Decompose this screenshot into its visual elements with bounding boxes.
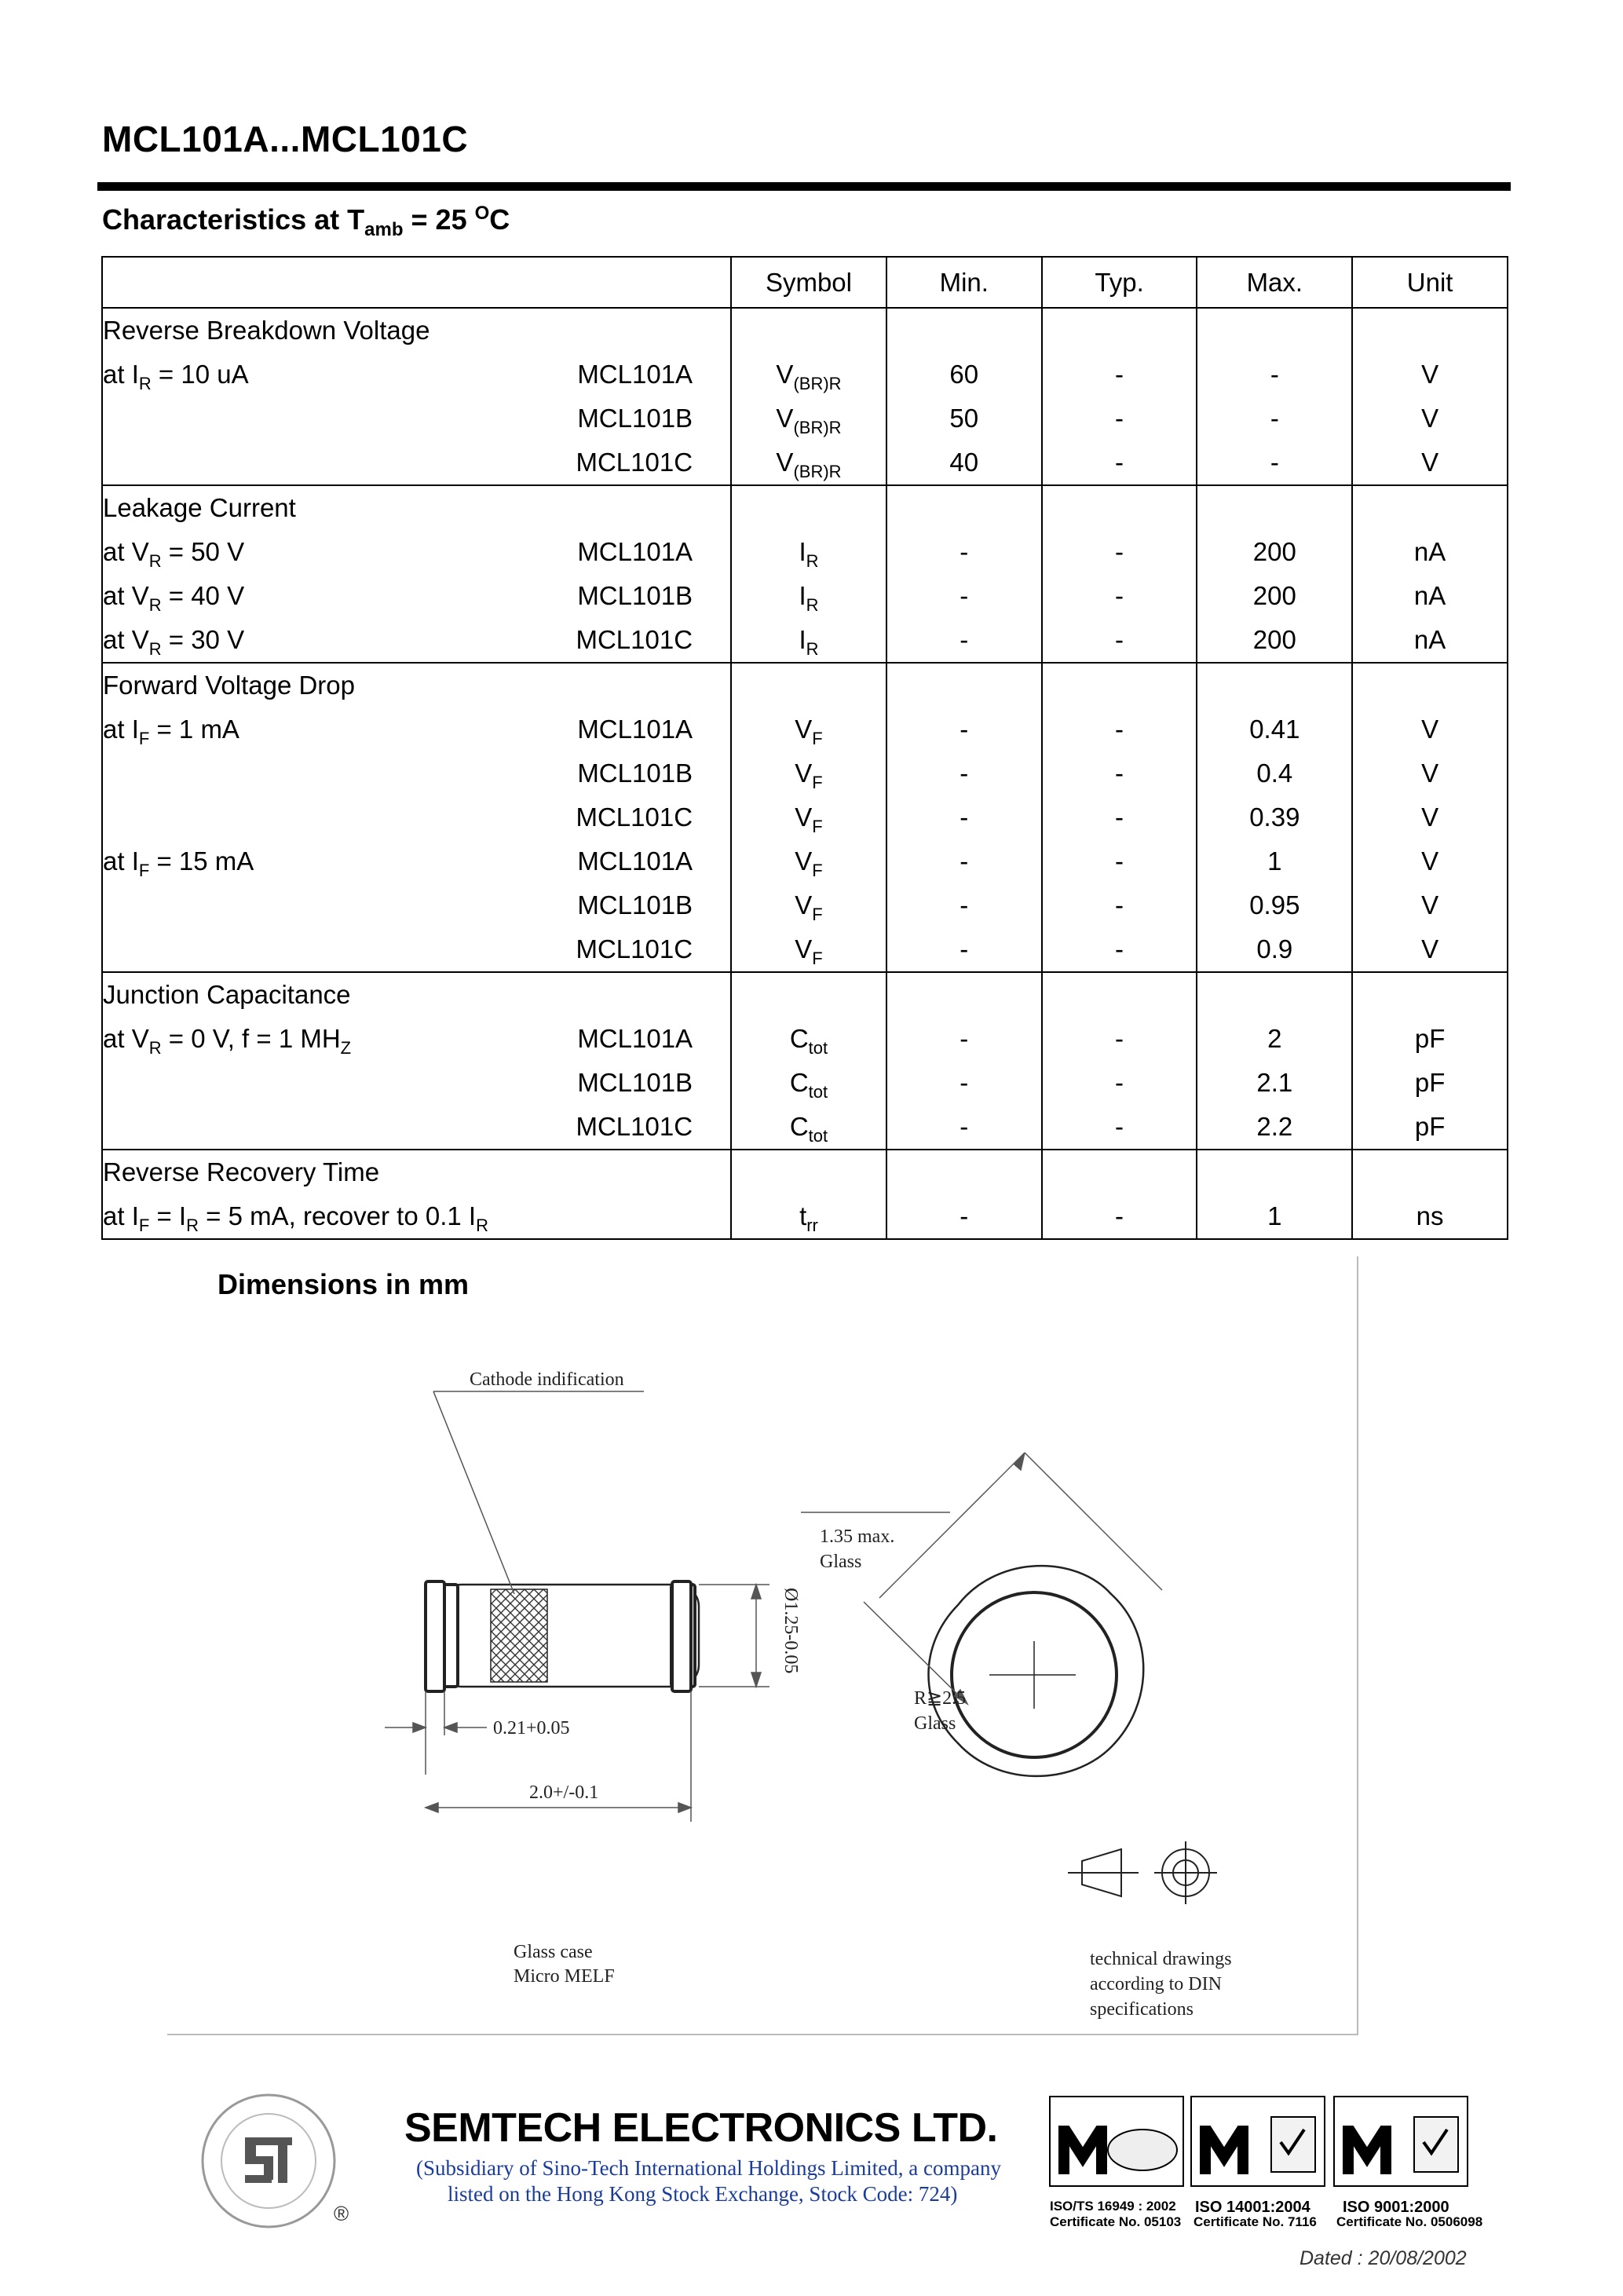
empty-cell: [1352, 1150, 1508, 1194]
condition-cell: [102, 441, 731, 485]
melf-side-view: [426, 1581, 699, 1691]
min-cell: -: [886, 927, 1042, 972]
model-name: MCL101B: [577, 890, 693, 919]
unit-cell: nA: [1352, 530, 1508, 574]
condition-text: at $V_R = 40$ V: [103, 581, 245, 615]
min-cell: -: [886, 1105, 1042, 1150]
min-cell: -: [886, 530, 1042, 574]
symbol-cell: $V_F$: [731, 927, 886, 972]
unit-cell: ns: [1352, 1194, 1508, 1239]
min-cell: -: [886, 618, 1042, 663]
typ-cell: -: [1042, 618, 1197, 663]
model-name: MCL101B: [577, 404, 693, 433]
symbol-cell: $I_R$: [731, 618, 886, 663]
dimension-drawing: [345, 1335, 1288, 2026]
empty-cell: [1042, 663, 1197, 707]
max-cell: 200: [1197, 574, 1352, 618]
empty-cell: [1042, 485, 1197, 530]
empty-cell: [886, 663, 1042, 707]
model-name: MCL101C: [576, 1112, 693, 1141]
condition-text: at $I_R = 10$ uA: [103, 360, 249, 393]
symbol-cell: $I_R$: [731, 574, 886, 618]
min-cell: -: [886, 574, 1042, 618]
condition-text: at $I_F = 15$ mA: [103, 846, 254, 880]
unit-cell: pF: [1352, 1061, 1508, 1105]
typ-cell: -: [1042, 1194, 1197, 1239]
typ-cell: -: [1042, 839, 1197, 883]
condition-cell: [102, 574, 731, 618]
table-row: [102, 707, 1508, 751]
cert-3-number: Certificate No. 0506098: [1336, 2214, 1483, 2229]
model-name: MCL101B: [577, 581, 693, 610]
subsidiary-line-2: listed on the Hong Kong Stock Exchange, Stock Code: 724): [448, 2182, 958, 2206]
min-cell: -: [886, 795, 1042, 839]
condition-cell: [102, 1194, 731, 1239]
cap-width-label: 0.21+0.05: [493, 1718, 570, 1738]
melf-end-view: [929, 1566, 1144, 1776]
glass-label-2: Glass: [914, 1713, 956, 1734]
projection-symbol-icon: [1068, 1841, 1217, 1904]
cert-2-number: Certificate No. 7116: [1193, 2214, 1317, 2229]
cert-2-standard: ISO 14001:2004: [1195, 2199, 1310, 2216]
empty-cell: [886, 485, 1042, 530]
parameter-name: Forward Voltage Drop: [102, 663, 731, 707]
unit-cell: V: [1352, 927, 1508, 972]
empty-cell: [886, 308, 1042, 353]
model-name: MCL101A: [577, 360, 693, 389]
registered-mark: ®: [334, 2202, 349, 2225]
cathode-label: Cathode indification: [470, 1369, 624, 1390]
radius-label: R≧2.5: [914, 1688, 967, 1709]
characteristics-table: [101, 256, 1508, 1240]
dimensions-title: Dimensions in mm: [217, 1268, 470, 1300]
unit-cell: nA: [1352, 618, 1508, 663]
model-name: MCL101C: [576, 448, 693, 477]
model-name: MCL101A: [577, 715, 693, 744]
title-rule: [97, 182, 1511, 191]
table-row: [102, 1061, 1508, 1105]
condition-cell: [102, 795, 731, 839]
empty-cell: [886, 972, 1042, 1017]
parameter-name: Reverse Recovery Time: [102, 1150, 731, 1194]
header-blank: [102, 257, 731, 308]
empty-cell: [1352, 308, 1508, 353]
symbol-cell: $C_{tot}$: [731, 1061, 886, 1105]
symbol-cell: $V_F$: [731, 751, 886, 795]
empty-cell: [1197, 972, 1352, 1017]
column-header: Max.: [1197, 257, 1352, 308]
table-row: [102, 883, 1508, 927]
table-row: [102, 574, 1508, 618]
unit-cell: V: [1352, 795, 1508, 839]
typ-cell: -: [1042, 441, 1197, 485]
table-header-row: [102, 257, 1508, 308]
empty-cell: [886, 1150, 1042, 1194]
parameter-row: [102, 663, 1508, 707]
max-cell: 1: [1197, 1194, 1352, 1239]
model-name: MCL101C: [576, 625, 693, 654]
empty-cell: [1352, 485, 1508, 530]
condition-cell: [102, 751, 731, 795]
condition-cell: [102, 530, 731, 574]
table-row: [102, 751, 1508, 795]
typ-cell: -: [1042, 795, 1197, 839]
unit-cell: V: [1352, 397, 1508, 441]
symbol-cell: $t_{rr}$: [731, 1194, 886, 1239]
unit-cell: V: [1352, 883, 1508, 927]
table-row: [102, 397, 1508, 441]
glass-label-1: Glass: [820, 1552, 862, 1572]
cert-1-standard: ISO/TS 16949 : 2002: [1050, 2199, 1176, 2214]
subsidiary-line-1: (Subsidiary of Sino-Tech International Holdings Limited, a company: [416, 2156, 1001, 2180]
max-cell: 200: [1197, 530, 1352, 574]
condition-cell: [102, 618, 731, 663]
typ-cell: -: [1042, 707, 1197, 751]
min-cell: -: [886, 751, 1042, 795]
max-cell: -: [1197, 353, 1352, 397]
column-header: Unit: [1352, 257, 1508, 308]
empty-cell: [1197, 1150, 1352, 1194]
min-cell: 60: [886, 353, 1042, 397]
min-cell: -: [886, 1017, 1042, 1061]
min-cell: -: [886, 839, 1042, 883]
dated-label: Dated : 20/08/2002: [1299, 2247, 1467, 2269]
parameter-name: Junction Capacitance: [102, 972, 731, 1017]
condition-cell: [102, 707, 731, 751]
model-name: MCL101B: [577, 1068, 693, 1097]
condition-text: at $V_R = 0$ V, f = 1 $MH_Z$: [103, 1024, 352, 1058]
table-row: [102, 927, 1508, 972]
typ-cell: -: [1042, 353, 1197, 397]
model-name: MCL101A: [577, 537, 693, 566]
empty-cell: [1197, 485, 1352, 530]
condition-cell: [102, 397, 731, 441]
parameter-row: [102, 308, 1508, 353]
max-cell: 0.41: [1197, 707, 1352, 751]
cert-logo-3: [1334, 2097, 1468, 2186]
max-cell: 0.95: [1197, 883, 1352, 927]
empty-cell: [1042, 308, 1197, 353]
unit-cell: V: [1352, 839, 1508, 883]
din-label-1: technical drawings: [1090, 1949, 1232, 1969]
condition-text: at $I_F = 1$ mA: [103, 715, 239, 748]
table-row: [102, 1194, 1508, 1239]
cert-logo-1: [1050, 2097, 1183, 2186]
table-row: [102, 1105, 1508, 1150]
min-cell: -: [886, 1061, 1042, 1105]
column-header: Symbol: [731, 257, 886, 308]
empty-cell: [731, 485, 886, 530]
empty-cell: [1197, 663, 1352, 707]
case-label-2: Micro MELF: [514, 1966, 615, 1987]
empty-cell: [731, 1150, 886, 1194]
typ-cell: -: [1042, 927, 1197, 972]
symbol-cell: $V_F$: [731, 707, 886, 751]
empty-cell: [1352, 972, 1508, 1017]
symbol-cell: $C_{tot}$: [731, 1017, 886, 1061]
max-cell: 0.39: [1197, 795, 1352, 839]
table-row: [102, 839, 1508, 883]
empty-cell: [1352, 663, 1508, 707]
parameter-row: [102, 1150, 1508, 1194]
typ-cell: -: [1042, 883, 1197, 927]
empty-cell: [1197, 308, 1352, 353]
table-row: [102, 353, 1508, 397]
model-name: MCL101A: [577, 846, 693, 876]
typ-cell: -: [1042, 1105, 1197, 1150]
symbol-cell: $V_{(BR)R}$: [731, 397, 886, 441]
semtech-seal-logo: [196, 2089, 369, 2230]
max-cell: 2: [1197, 1017, 1352, 1061]
condition-cell: [102, 1105, 731, 1150]
typ-cell: -: [1042, 751, 1197, 795]
unit-cell: V: [1352, 353, 1508, 397]
certification-logos: [1048, 2095, 1472, 2189]
typ-cell: -: [1042, 530, 1197, 574]
condition-cell: [102, 353, 731, 397]
condition-text: at $V_R = 30$ V: [103, 625, 245, 659]
min-cell: -: [886, 1194, 1042, 1239]
table-row: [102, 530, 1508, 574]
max-cell: -: [1197, 441, 1352, 485]
empty-cell: [731, 663, 886, 707]
max-size-label: 1.35 max.: [820, 1526, 895, 1547]
model-name: MCL101C: [576, 934, 693, 963]
cert-3-standard: ISO 9001:2000: [1343, 2199, 1449, 2216]
max-cell: 2.2: [1197, 1105, 1352, 1150]
din-label-2: according to DIN: [1090, 1974, 1222, 1994]
condition-cell: [102, 1017, 731, 1061]
unit-cell: nA: [1352, 574, 1508, 618]
din-label-3: specifications: [1090, 1999, 1193, 2020]
unit-cell: pF: [1352, 1105, 1508, 1150]
column-header: Typ.: [1042, 257, 1197, 308]
unit-cell: V: [1352, 751, 1508, 795]
unit-cell: V: [1352, 707, 1508, 751]
symbol-cell: $C_{tot}$: [731, 1105, 886, 1150]
parameter-row: [102, 972, 1508, 1017]
condition-text: at $I_F = I_R = 5$ mA, recover to 0.1 $I_R$: [103, 1201, 488, 1235]
max-cell: -: [1197, 397, 1352, 441]
table-row: [102, 441, 1508, 485]
typ-cell: -: [1042, 574, 1197, 618]
case-label-1: Glass case: [514, 1942, 593, 1962]
min-cell: 50: [886, 397, 1042, 441]
max-cell: 1: [1197, 839, 1352, 883]
symbol-cell: $V_{(BR)R}$: [731, 353, 886, 397]
empty-cell: [731, 308, 886, 353]
max-cell: 200: [1197, 618, 1352, 663]
condition-cell: [102, 883, 731, 927]
condition-cell: [102, 1061, 731, 1105]
symbol-cell: $I_R$: [731, 530, 886, 574]
condition-cell: [102, 927, 731, 972]
parameter-row: [102, 485, 1508, 530]
unit-cell: pF: [1352, 1017, 1508, 1061]
empty-cell: [1042, 972, 1197, 1017]
empty-cell: [731, 972, 886, 1017]
column-header: Min.: [886, 257, 1042, 308]
empty-cell: [1042, 1150, 1197, 1194]
typ-cell: -: [1042, 1061, 1197, 1105]
typ-cell: -: [1042, 397, 1197, 441]
min-cell: -: [886, 707, 1042, 751]
cert-1-number: Certificate No. 05103: [1050, 2214, 1182, 2229]
max-cell: 0.9: [1197, 927, 1352, 972]
condition-text: at $V_R = 50$ V: [103, 537, 245, 571]
table-row: [102, 1017, 1508, 1061]
company-name: SEMTECH ELECTRONICS LTD.: [404, 2105, 998, 2151]
condition-cell: [102, 839, 731, 883]
characteristics-heading: Characteristics at $T_{amb} = 25$ $^O$C: [102, 203, 510, 241]
model-name: MCL101C: [576, 803, 693, 832]
length-label: 2.0+/-0.1: [529, 1782, 599, 1803]
diameter-label: Ø1.25-0.05: [780, 1588, 801, 1674]
min-cell: -: [886, 883, 1042, 927]
unit-cell: V: [1352, 441, 1508, 485]
parameter-name: Reverse Breakdown Voltage: [102, 308, 731, 353]
typ-cell: -: [1042, 1017, 1197, 1061]
table-row: [102, 618, 1508, 663]
symbol-cell: $V_F$: [731, 839, 886, 883]
max-cell: 2.1: [1197, 1061, 1352, 1105]
symbol-cell: $V_F$: [731, 883, 886, 927]
model-name: MCL101B: [577, 759, 693, 788]
symbol-cell: $V_F$: [731, 795, 886, 839]
max-cell: 0.4: [1197, 751, 1352, 795]
symbol-cell: $V_{(BR)R}$: [731, 441, 886, 485]
cert-logo-2: [1191, 2097, 1325, 2186]
model-name: MCL101A: [577, 1024, 693, 1053]
page-title: MCL101A...MCL101C: [102, 119, 469, 159]
min-cell: 40: [886, 441, 1042, 485]
parameter-name: Leakage Current: [102, 485, 731, 530]
table-row: [102, 795, 1508, 839]
